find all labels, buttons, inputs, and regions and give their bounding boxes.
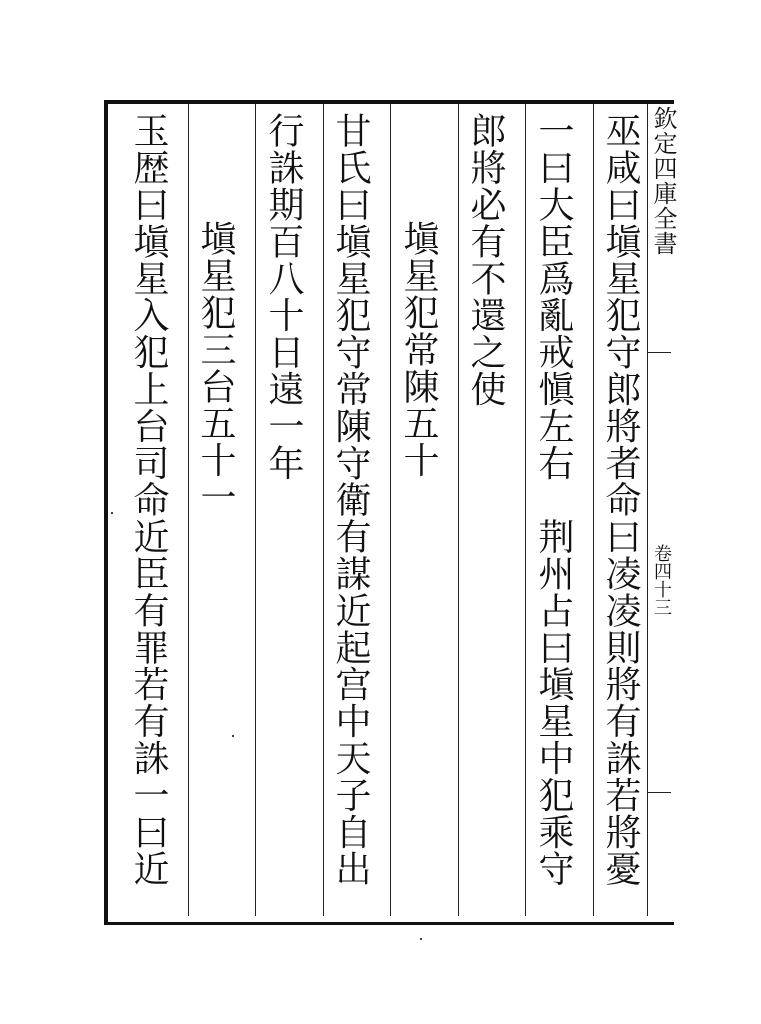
column-rule: [458, 104, 459, 916]
column-rule: [525, 104, 526, 916]
text-column: [395, 112, 441, 912]
column-rule: [390, 104, 391, 916]
column-rule: [323, 104, 324, 916]
margin-tick: [647, 352, 671, 353]
column-rule: [255, 104, 256, 916]
column-text: 郎將必有不還之使: [465, 112, 506, 408]
column-text: 行誅期百八十日遠一年: [263, 112, 304, 481]
margin-strip: [647, 104, 675, 916]
text-column: [260, 112, 306, 912]
book-title: 欽定四庫全書: [649, 106, 677, 256]
column-text: 玉歴曰塡星入犯上台司命近臣有罪若有誅一曰近: [128, 112, 169, 887]
margin-tick: [647, 792, 671, 793]
column-text: 一曰大臣爲亂戒愼左右 荆州占曰塡星中犯乘守: [533, 112, 574, 887]
ink-speck: [420, 938, 422, 940]
column-text: 甘氏曰塡星犯守常陳守衛有謀近起宫中天子自出: [330, 112, 371, 887]
text-column: [597, 112, 643, 912]
ink-speck: [232, 735, 234, 737]
column-text: 巫咸曰塡星犯守郎將者命曰凌凌則將有誅若將憂: [600, 112, 641, 887]
column-heading-text: 塡星犯三台五十一: [195, 220, 236, 516]
text-column: [327, 112, 373, 912]
page-border-frame: [104, 100, 677, 925]
margin-rule: [647, 104, 648, 916]
juan-number: 卷四十三: [651, 544, 672, 616]
text-column: [125, 112, 171, 912]
column-rule: [188, 104, 189, 916]
ink-speck: [111, 512, 113, 514]
text-column: [192, 112, 238, 912]
column-heading-text: 塡星犯常陳五十: [398, 220, 439, 479]
text-column: [530, 112, 576, 912]
text-column: [462, 112, 508, 912]
column-rule: [593, 104, 594, 916]
